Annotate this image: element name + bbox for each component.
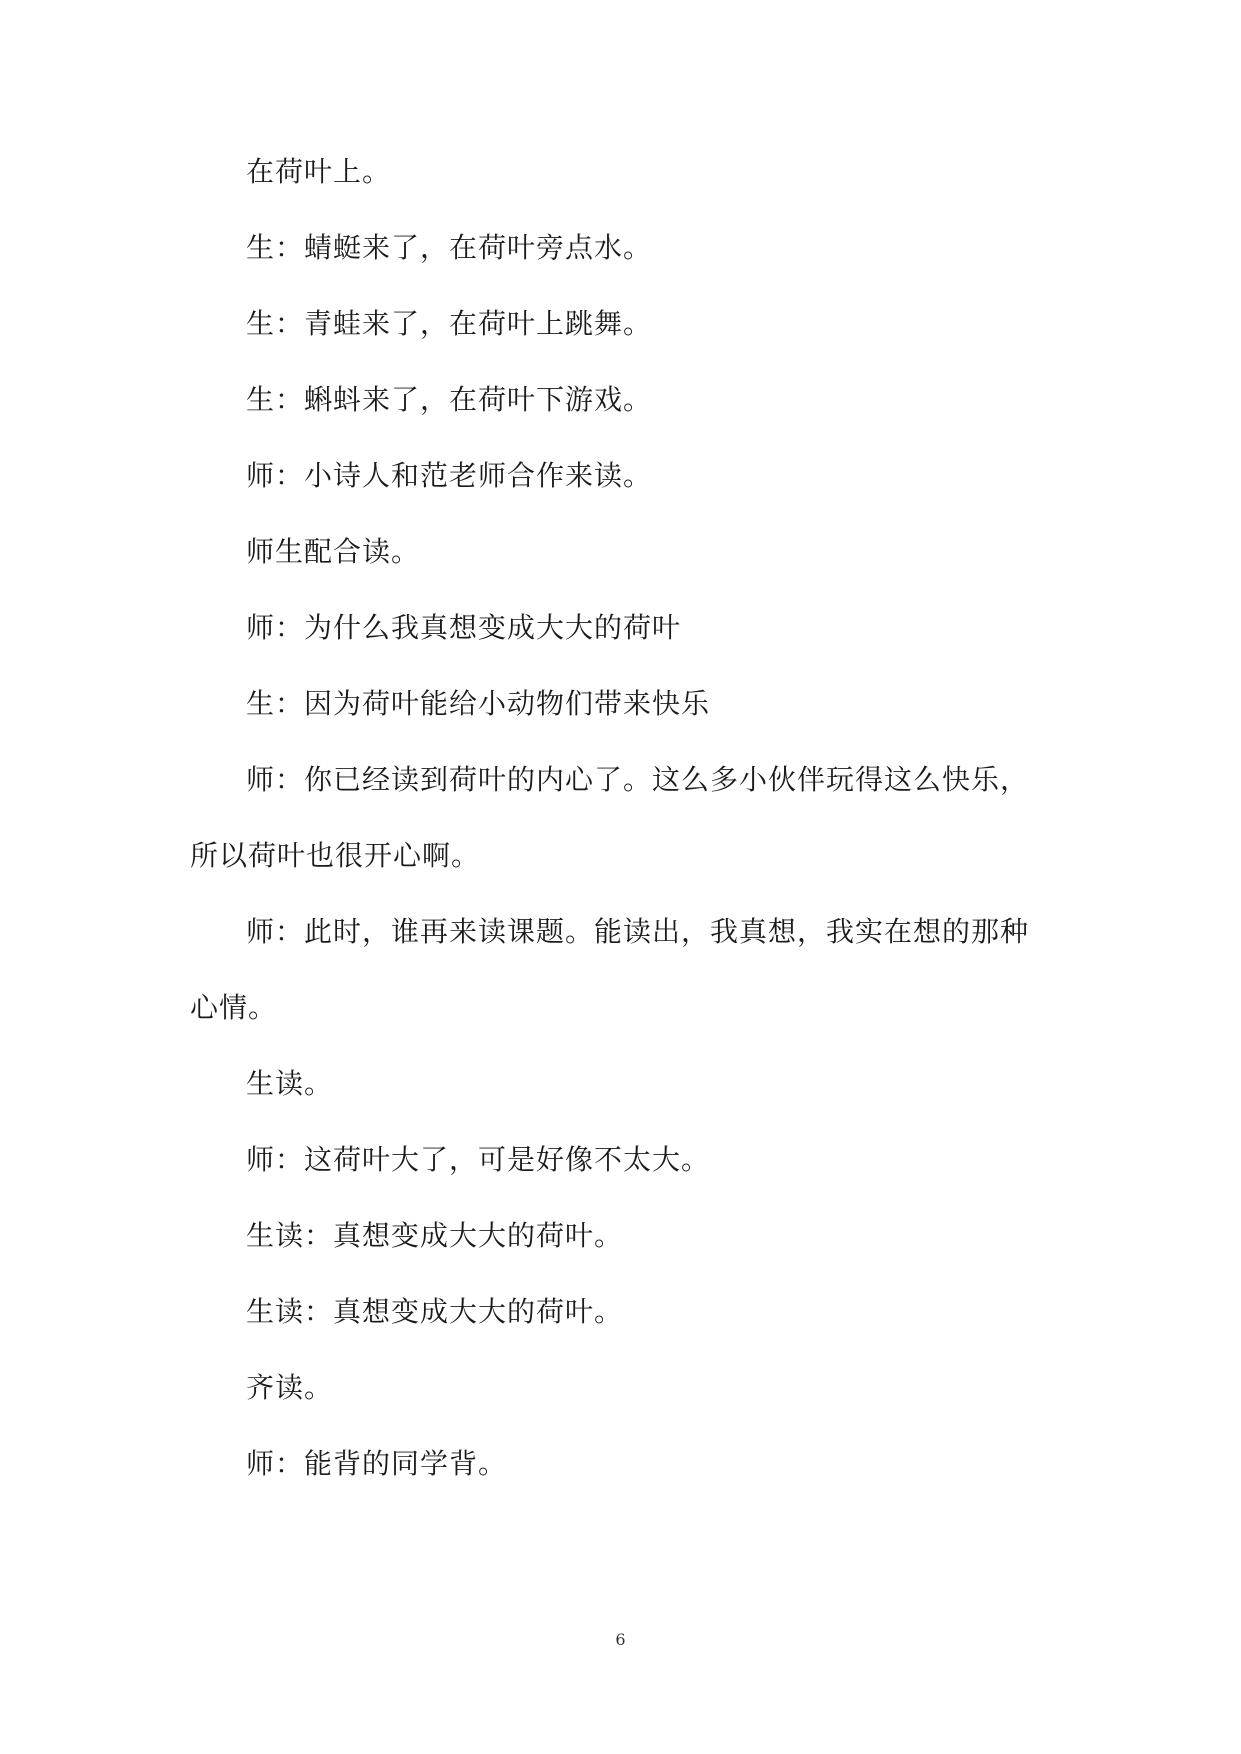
page-number: 6 bbox=[615, 1630, 626, 1649]
paragraph: 师：能背的同学背。 bbox=[246, 1447, 508, 1480]
paragraph: 师：这荷叶大了，可是好像不太大。 bbox=[246, 1143, 711, 1176]
paragraph: 师：小诗人和范老师合作来读。 bbox=[246, 459, 653, 492]
paragraph: 生读。 bbox=[246, 1067, 334, 1100]
paragraph: 齐读。 bbox=[246, 1371, 334, 1404]
paragraph: 师：你已经读到荷叶的内心了。这么多小伙伴玩得这么快乐，所以荷叶也很开心啊。 bbox=[190, 763, 1030, 872]
paragraph: 生读：真想变成大大的荷叶。 bbox=[246, 1219, 624, 1252]
paragraph: 师：为什么我真想变成大大的荷叶 bbox=[246, 611, 682, 644]
paragraph: 生读：真想变成大大的荷叶。 bbox=[246, 1295, 624, 1328]
page-body bbox=[190, 134, 1057, 1502]
paragraph: 师生配合读。 bbox=[246, 535, 421, 568]
paragraph: 生：蜻蜓来了，在荷叶旁点水。 bbox=[246, 231, 653, 264]
paragraph: 在荷叶上。 bbox=[246, 155, 392, 188]
paragraph: 生：青蛙来了，在荷叶上跳舞。 bbox=[246, 307, 653, 340]
paragraph: 生：蝌蚪来了，在荷叶下游戏。 bbox=[246, 383, 653, 416]
paragraph: 生：因为荷叶能给小动物们带来快乐 bbox=[246, 687, 711, 720]
paragraph: 师：此时，谁再来读课题。能读出，我真想，我实在想的那种心情。 bbox=[190, 915, 1030, 1024]
